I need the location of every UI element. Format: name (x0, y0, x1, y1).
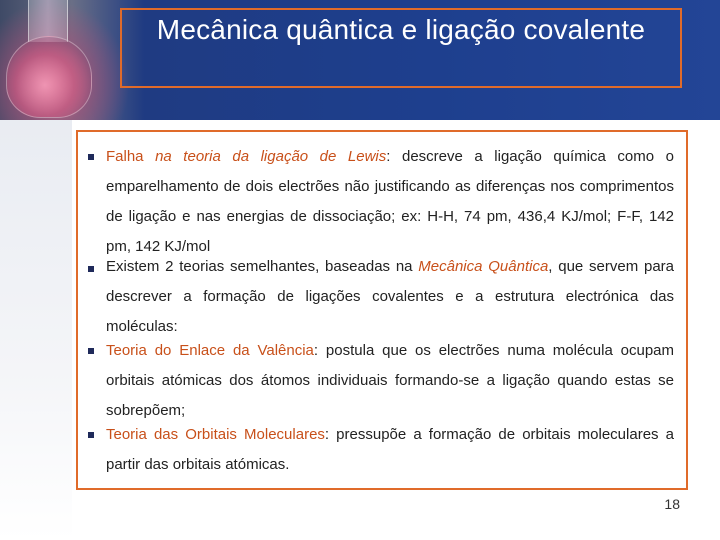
bullet-text (106, 252, 674, 342)
bullet-text-part: na teoria da ligação de Lewis (155, 148, 387, 165)
slide-title: Mecânica quântica e ligação covalente (156, 14, 646, 45)
bullet-marker (88, 266, 94, 272)
bullet-text-part: : descreve a ligação química como o emparelhamento de dois electrões não justificando as diferenças nos comprimentos de ligação e nas energias de dissociação; ex: H-H, 74 pm, 436,4 KJ/mol; F-F, 142 pm, 142 KJ/mol (106, 148, 674, 255)
page-number: 18 (664, 496, 680, 512)
title-box (120, 8, 682, 88)
bullet-text-part: Falha (106, 148, 156, 165)
bullet-text-part: : postula que os electrões numa molécula ocupam orbitais atómicas dos átomos individuais formando-se a ligação quando estas se sobrepõem; (106, 342, 675, 419)
bullet-marker (88, 154, 94, 160)
bullet-text-part: Teoria das Orbitais Moleculares (106, 426, 325, 443)
bullet-text-part: : pressupõe a formação de orbitais moleculares a partir das orbitais atómicas. (106, 426, 674, 473)
flask-image (0, 0, 130, 120)
bullet-marker (88, 348, 94, 354)
bullet-text-part: Teoria do Enlace da Valência (106, 342, 314, 359)
bullet-text-part: , que servem para descrever a formação de ligações covalentes e a estrutura electrónica das moléculas: (106, 258, 674, 335)
flask-body (6, 36, 92, 118)
bullet-text-part: Mecânica Quântica (418, 258, 549, 275)
bullet-marker (88, 432, 94, 438)
bullet-text (106, 142, 674, 262)
left-decor-strip (0, 120, 72, 540)
bullet-text-part: Existem 2 teorias semelhantes, baseadas na (106, 258, 419, 275)
bullet-text (106, 336, 674, 426)
content-box (76, 130, 688, 490)
bullet-text (106, 420, 674, 480)
